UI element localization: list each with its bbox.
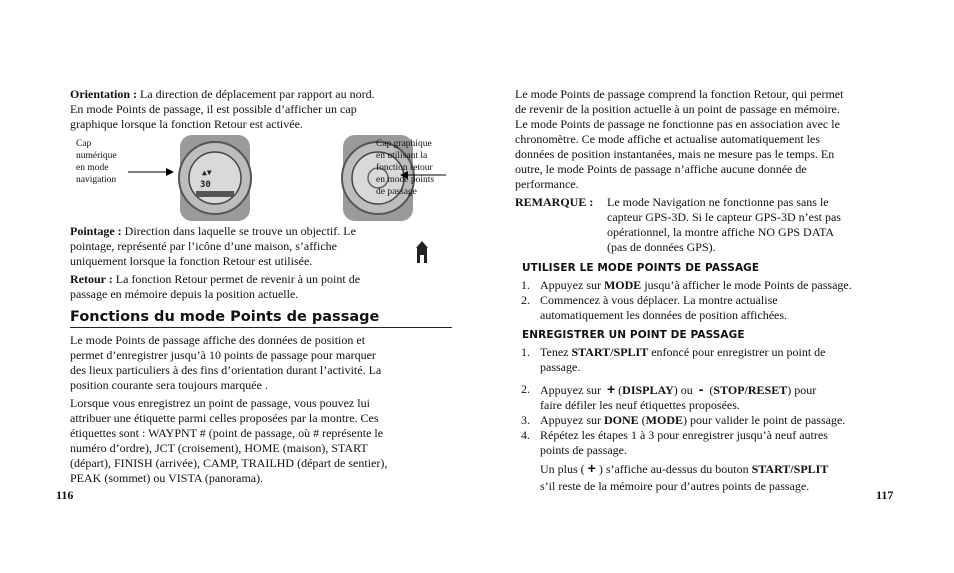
paragraph-line: attribuer une étiquette parmi celles proposées par la montre. Ces [70,411,379,425]
retour-label: Retour : [70,272,113,286]
step-text: Appuyez sur [540,278,604,292]
step-text: jusqu’à afficher le mode Points de passage. [641,278,852,292]
step-number: 2. [521,293,530,307]
pointage-label: Pointage : [70,224,122,238]
figure-label-right [376,138,466,198]
step-text: ) pour [787,383,817,397]
paragraph-line: de revenir de la position actuelle à un point de passage en mémoire. [515,102,840,116]
mode-button-ref: MODE [603,278,642,292]
step-item [515,345,905,375]
page-number: 117 [876,488,894,502]
remarque-label: REMARQUE : [515,195,594,209]
paragraph-line: Lorsque vous enregistrez un point de passage, vous pouvez lui [70,396,370,410]
retour-paragraph [70,272,454,302]
figure-label-line: en mode points [376,175,435,185]
orientation-line: En mode Points de passage, il est possible d’afficher un cap [70,102,357,116]
paragraph-line: Le mode Points de passage ne fonctionne pas en association avec le [515,117,840,131]
remarque-line: Le mode Navigation ne fonctionne pas sans le [607,195,829,209]
step-text: s’il reste de la mémoire pour d’autres points de passage. [540,479,810,493]
paragraph-line: outre, le mode Points de passage n’affiche aucune donnée de [515,162,807,176]
step-number: 2. [521,382,530,396]
figure-label-line: en utilisant la [376,151,428,161]
figure-label-line: Cap [76,139,92,149]
step-number: 4. [521,428,530,442]
step-number: 3. [521,413,530,427]
pointage-line: Direction dans laquelle se trouve un objectif. Le [124,224,356,238]
orientation-line: La direction de déplacement par rapport au nord. [140,87,375,101]
step-text: ( [638,413,646,427]
step-text: Répétez les étapes 1 à 3 pour enregistrer jusqu’à neuf autres [540,428,828,442]
intro-paragraph [515,87,899,192]
watch-digital-heading [179,135,251,221]
mode-button-ref: MODE [645,413,683,427]
step-text: Un plus ( [540,462,588,476]
step-item [515,413,905,428]
figure-label-line: fonction retour [376,163,433,173]
start-split-ref: START/SPLIT [751,462,829,476]
paragraph-line: chronomètre. Ce mode affiche et actualise automatiquement les [515,132,820,146]
step-text: points de passage. [540,443,627,457]
figure-label-line: navigation [76,175,117,185]
paragraph-line: Le mode Points de passage affiche des données de position et [70,333,366,347]
arrow-head [166,168,174,176]
use-steps [515,278,905,323]
paragraph-line: performance. [515,177,579,191]
step-item [515,382,905,413]
step-text: Appuyez sur [540,383,607,397]
paragraph-line: (départ), FINISH (arrivée), CAMP, TRAILHD (départ de sentier), [70,456,388,470]
paragraph-line: permet d’enregistrer jusqu’à 10 points de passage pour marquer [70,348,376,362]
section-heading: Fonctions du mode Points de passage [70,309,452,328]
step-text: Appuyez sur [540,413,604,427]
paragraph-1 [70,333,454,393]
step-text: ) pour valider le point de passage. [683,413,846,427]
svg-text:▲▼: ▲▼ [202,168,212,177]
orientation-paragraph [70,87,454,132]
remarque-line: capteur GPS-3D. Si le capteur GPS-3D n’est pas [607,210,841,224]
step-number: 1. [521,278,530,292]
start-split-ref: START/SPLIT [571,345,649,359]
step-item [515,428,905,494]
figure-label-line: de passage [376,187,417,197]
figure-label-line: numérique [76,151,117,161]
paragraph-line: numéro d’ordre), JCT (croisement), HOME (maison), START [70,441,368,455]
remarque-line: opérationnel, la montre affiche NO GPS DATA [607,225,835,239]
paragraph-line: données de position instantanées, mais ne mesure pas le temps. En [515,147,835,161]
figure-label-left [76,138,136,186]
pointage-line: pointage, représenté par l’icône d’une maison, s’affiche [70,239,337,253]
figure-label-line: en mode [76,163,109,173]
figure-label-line: Cap graphique [376,139,432,149]
pointage-paragraph [70,224,454,269]
step-text: ( [615,383,623,397]
step-text: faire défiler les neuf étiquettes proposées. [540,398,740,412]
step-item [515,278,905,293]
remarque-note [515,195,899,255]
section-title-use: UTILISER LE MODE POINTS DE PASSAGE [522,262,760,274]
done-button-ref: DONE [603,413,639,427]
stop-reset-ref: STOP/RESET [713,383,788,397]
display-button-ref: DISPLAY [622,383,674,397]
paragraph-line: PEAK (sommet) ou VISTA (panorama). [70,471,264,485]
house-icon [415,238,429,266]
plus-icon: + [606,381,616,397]
retour-line: passage en mémoire depuis la position actuelle. [70,287,299,301]
plus-icon: + [587,460,596,476]
minus-icon: - [698,381,704,397]
step-item [515,293,905,323]
page-number: 116 [56,488,74,502]
step-text: ) ou [673,383,699,397]
step-text: Commencez à vous déplacer. La montre actualise [540,293,778,307]
svg-text:30: 30 [200,180,211,190]
paragraph-line: étiquettes sont : WAYPNT # (point de passage, où # représente le [70,426,384,440]
step-text: enfoncé pour enregistrer un point de [648,345,826,359]
section-title-save: ENREGISTRER UN POINT DE PASSAGE [522,329,745,341]
step-text: ( [703,383,714,397]
step-number: 1. [521,345,530,359]
orientation-line: graphique lorsque la fonction Retour est activée. [70,117,303,131]
step-text: automatiquement les données de position affichées. [540,308,788,322]
retour-line: La fonction Retour permet de revenir à un point de [115,272,361,286]
paragraph-line: Le mode Points de passage comprend la fonction Retour, qui permet [515,87,844,101]
paragraph-line: position courante sera toujours marquée . [70,378,268,392]
paragraph-line: des lieux particuliers à des fins d’orientation durant l’activité. La [70,363,382,377]
pointage-line: uniquement lorsque la fonction Retour est utilisée. [70,254,313,268]
step-text: ) s’affiche au-dessus du bouton [595,462,752,476]
step-text: Tenez [540,345,572,359]
save-steps [515,345,905,494]
orientation-label: Orientation : [70,87,137,101]
paragraph-2 [70,396,454,486]
remarque-line: (pas de données GPS). [607,240,716,254]
step-text: passage. [540,360,581,374]
